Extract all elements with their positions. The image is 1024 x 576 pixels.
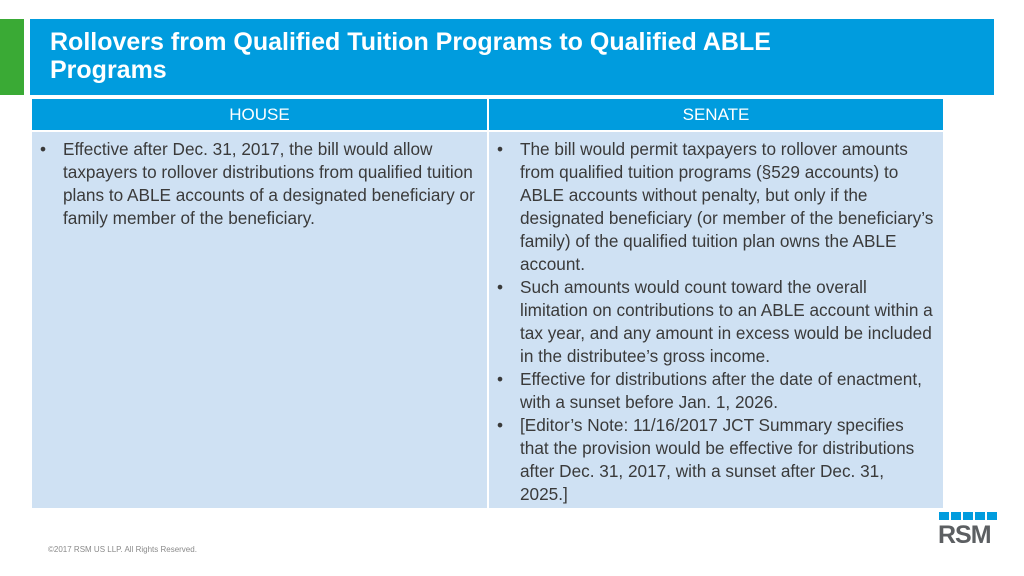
list-item — [497, 414, 935, 506]
copyright-footer: ©2017 RSM US LLP. All Rights Reserved. — [48, 545, 197, 554]
list-item — [497, 368, 935, 414]
senate-column-header: SENATE — [488, 99, 943, 131]
list-item — [497, 276, 935, 368]
senate-item-text: [Editor’s Note: 11/16/2017 JCT Summary specifies that the provision would be effective for distributions after Dec. 31, 2017, with a sunset after Dec. 31, 2025.] — [520, 415, 915, 504]
house-cell — [32, 131, 488, 508]
bullet-icon: • — [497, 139, 504, 159]
logo-mark-icon — [939, 512, 997, 520]
senate-bullet-list — [497, 138, 935, 506]
list-item — [40, 138, 479, 230]
slide-title: Rollovers from Qualified Tuition Programs to Qualified ABLE Programs — [50, 28, 771, 84]
house-column-header: HOUSE — [32, 99, 488, 131]
house-bullet-list — [40, 138, 479, 230]
bullet-icon: • — [497, 277, 504, 297]
senate-cell — [488, 131, 943, 508]
title-banner — [30, 19, 994, 95]
bullet-icon: • — [497, 369, 504, 389]
senate-item-text: Effective for distributions after the date of enactment, with a sunset before Jan. 1, 2026. — [520, 369, 922, 412]
list-item — [497, 138, 935, 276]
senate-item-text: The bill would permit taxpayers to rollover amounts from qualified tuition programs (§529 accounts) to ABLE accounts without penalty, but only if the designated beneficiary (or member of the beneficiary’s family) of the qualified tuition plan owns the ABLE account. — [520, 139, 934, 274]
house-item-text: Effective after Dec. 31, 2017, the bill would allow taxpayers to rollover distributions from qualified tuition plans to ABLE accounts of a designated beneficiary or family member of the beneficiary. — [63, 139, 475, 228]
senate-item-text: Such amounts would count toward the overall limitation on contributions to an ABLE account within a tax year, and any amount in excess would be included in the distributee’s gross income. — [520, 277, 933, 366]
table-header-row — [32, 99, 943, 131]
comparison-table — [32, 99, 943, 508]
bullet-icon: • — [497, 415, 504, 435]
bullet-icon: • — [40, 139, 47, 159]
accent-bar — [0, 19, 24, 95]
table-row — [32, 131, 943, 508]
rsm-logo: RSM — [938, 521, 991, 549]
